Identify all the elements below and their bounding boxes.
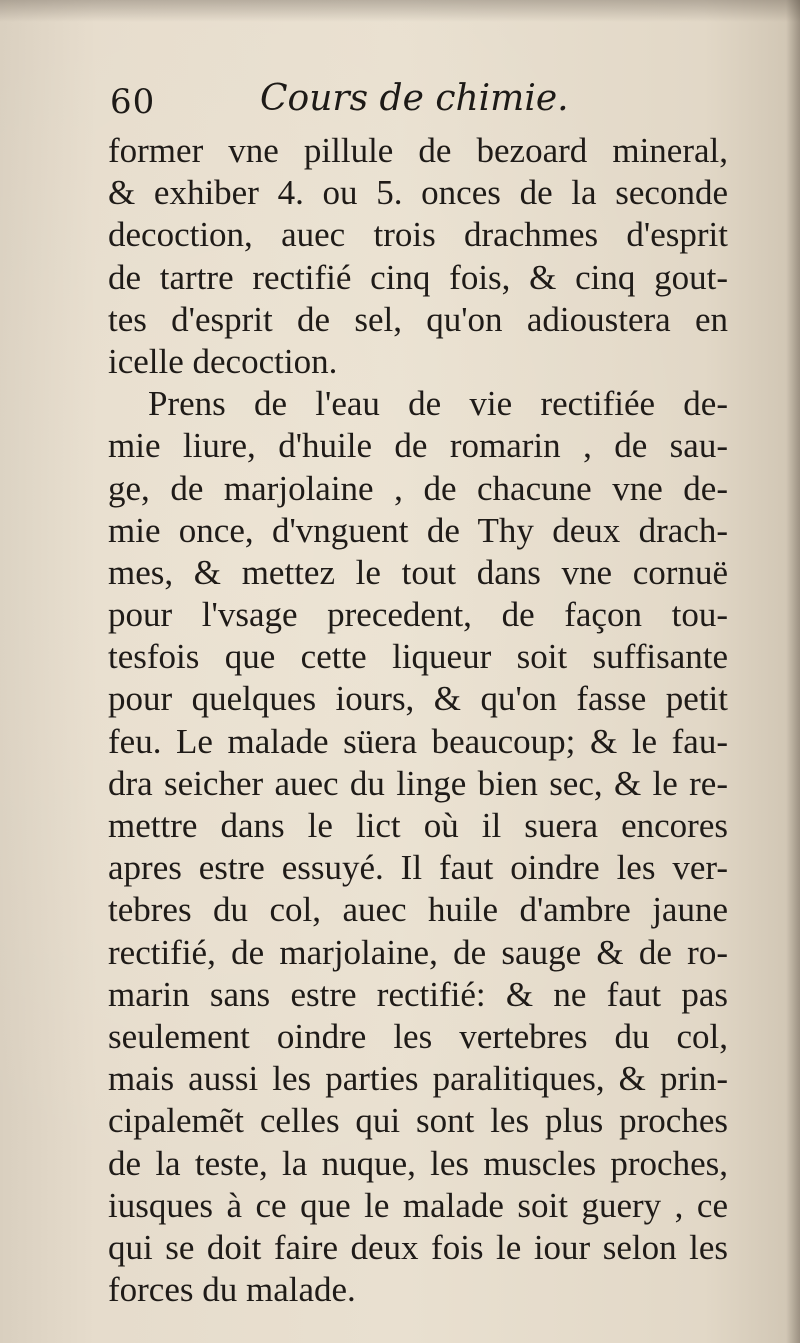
text-line: mais aussi les parties paralitiques, & prin- (108, 1059, 728, 1099)
text-line: ge, de marjolaine , de chacune vne de- (108, 468, 728, 508)
text-line: mettre dans le lict où il suera encores (108, 806, 728, 845)
text-line: de tartre rectifié cinq fois, & cinq gout- (108, 257, 728, 297)
text-line: dra seicher auec du linge bien sec, & le re- (108, 763, 728, 803)
text-line: iusques à ce que le malade soit guery , ce (108, 1185, 728, 1225)
text-line: tebres du col, auec huile d'ambre jaune (108, 890, 728, 930)
body-text (108, 130, 728, 1311)
text-line: tes d'esprit de sel, qu'on adioustera en (108, 299, 728, 339)
text-line: feu. Le malade süera beaucoup; & le fau- (108, 721, 728, 761)
text-line: rectifié, de marjolaine, de sauge & de ro- (108, 932, 728, 972)
text-line: tesfois que cette liqueur soit suffisante (108, 637, 728, 677)
text-line: icelle decoction. (108, 341, 338, 381)
page-top-shadow (0, 0, 800, 22)
text-line: de la teste, la nuque, les muscles proches, (108, 1143, 728, 1183)
running-title: Cours de chimie. (260, 78, 569, 119)
text-line: mie liure, d'huile de romarin , de sau- (108, 426, 728, 466)
text-line: & exhiber 4. ou 5. onces de la seconde (108, 173, 728, 213)
text-line: marin sans estre rectifié: & ne faut pas (108, 974, 728, 1014)
page-right-shadow (786, 0, 800, 1343)
text-line: Prens de l'eau de vie rectifiée de- (148, 384, 728, 424)
text-line: decoction, auec trois drachmes d'esprit (108, 215, 728, 255)
page-header (110, 78, 710, 128)
text-line: forces du malade. (108, 1270, 356, 1310)
text-line: cipalemẽt celles qui sont les plus proches (108, 1101, 728, 1141)
text-line: former vne pillule de bezoard mineral, (108, 131, 728, 170)
text-line: apres estre essuyé. Il faut oindre les ver- (108, 848, 728, 888)
text-line: mes, & mettez le tout dans vne cornuë (108, 552, 728, 592)
text-line: pour quelques iours, & qu'on fasse petit (108, 679, 728, 719)
text-line: qui se doit faire deux fois le iour selon les (108, 1227, 728, 1267)
page-number: 60 (110, 82, 156, 122)
text-line: mie once, d'vnguent de Thy deux drach- (108, 510, 728, 550)
text-line: pour l'vsage precedent, de façon tou- (108, 595, 728, 635)
text-line: seulement oindre les vertebres du col, (108, 1016, 728, 1056)
